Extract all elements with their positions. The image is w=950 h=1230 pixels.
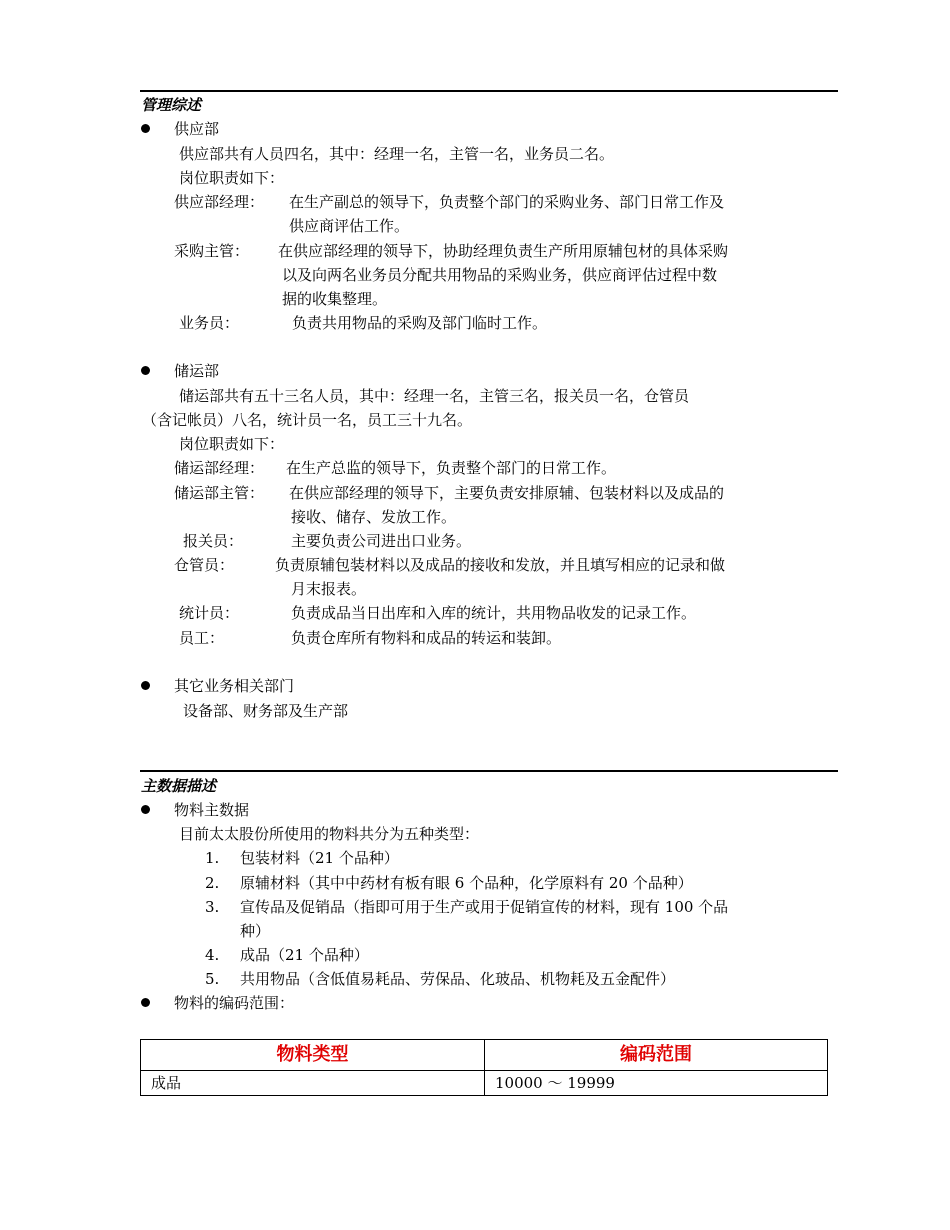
role-label: 业务员：	[179, 314, 240, 332]
table-header-cell: 编码范围	[485, 1040, 828, 1071]
bullet-icon	[141, 366, 150, 375]
list-number: 5.	[205, 970, 220, 988]
role-duty-cont: 接收、储存、发放工作。	[291, 508, 457, 526]
storage-summary: 储运部共有五十三名人员，其中：经理一名，主管三名，报关员一名，仓管员	[179, 387, 690, 405]
role-label: 储运部经理：	[174, 459, 265, 477]
bullet-icon	[141, 805, 150, 814]
coding-table	[140, 1039, 828, 1096]
table-row	[141, 1071, 828, 1096]
role-duty: 负责共用物品的采购及部门临时工作。	[292, 314, 548, 332]
role-duty-cont: 供应商评估工作。	[289, 217, 410, 235]
bullet-icon	[141, 124, 150, 133]
role-label: 报关员：	[183, 532, 244, 550]
role-duty: 负责仓库所有物料和成品的转运和装卸。	[291, 629, 562, 647]
role-duty: 负责成品当日出库和入库的统计，共用物品收发的记录工作。	[291, 604, 697, 622]
role-duty-cont: 月末报表。	[291, 580, 367, 598]
coding-heading: 物料的编码范围：	[174, 994, 295, 1012]
list-item: 宣传品及促销品（指即可用于生产或用于促销宣传的材料，现有 100 个品	[240, 898, 729, 916]
table-header-row	[141, 1040, 828, 1071]
list-number: 3.	[205, 898, 220, 916]
list-number: 4.	[205, 946, 220, 964]
supply-duties-label: 岗位职责如下：	[179, 169, 285, 187]
list-item: 成品（21 个品种）	[240, 946, 369, 964]
role-label: 员工：	[179, 629, 225, 647]
storage-duties-label: 岗位职责如下：	[179, 435, 285, 453]
role-duty: 在供应部经理的领导下，主要负责安排原辅、包装材料以及成品的	[289, 484, 725, 502]
storage-heading: 储运部	[174, 362, 220, 380]
role-duty-cont: 据的收集整理。	[282, 290, 388, 308]
role-duty-cont: 以及向两名业务员分配共用物品的采购业务，供应商评估过程中数	[282, 266, 718, 284]
bullet-icon	[141, 998, 150, 1007]
table-cell: 10000 ～ 19999	[485, 1071, 828, 1096]
storage-summary-cont: （含记帐员）八名，统计员一名，员工三十九名。	[142, 411, 473, 429]
role-label: 仓管员：	[174, 556, 235, 574]
supply-heading: 供应部	[174, 120, 220, 138]
material-intro: 目前太太股份所使用的物料共分为五种类型：	[179, 825, 480, 843]
role-label: 储运部主管：	[174, 484, 265, 502]
material-heading: 物料主数据	[174, 801, 250, 819]
section-rule-top	[140, 90, 838, 92]
table-header-cell: 物料类型	[141, 1040, 485, 1071]
role-duty: 负责原辅包装材料以及成品的接收和发放，并且填写相应的记录和做	[275, 556, 726, 574]
bullet-icon	[141, 681, 150, 690]
supply-summary: 供应部共有人员四名，其中：经理一名，主管一名，业务员二名。	[179, 145, 615, 163]
role-duty: 在供应部经理的领导下，协助经理负责生产所用原辅包材的具体采购	[278, 242, 729, 260]
list-item-cont: 种）	[240, 922, 271, 940]
section-rule-top	[140, 770, 838, 772]
other-text: 设备部、财务部及生产部	[183, 702, 349, 720]
list-item: 原辅材料（其中中药材有板有眼 6 个品种，化学原料有 20 个品种）	[240, 874, 693, 892]
section-title-master-data: 主数据描述	[141, 777, 217, 795]
section-title-management: 管理综述	[141, 96, 202, 114]
role-duty: 主要负责公司进出口业务。	[291, 532, 472, 550]
role-duty: 在生产总监的领导下，负责整个部门的日常工作。	[286, 459, 617, 477]
table-cell: 成品	[141, 1071, 485, 1096]
other-heading: 其它业务相关部门	[174, 677, 295, 695]
role-label: 统计员：	[179, 604, 240, 622]
role-label: 供应部经理：	[174, 193, 265, 211]
list-number: 2.	[205, 874, 220, 892]
role-duty: 在生产副总的领导下，负责整个部门的采购业务、部门日常工作及	[289, 193, 725, 211]
list-item: 共用物品（含低值易耗品、劳保品、化玻品、机物耗及五金配件）	[240, 970, 676, 988]
list-item: 包装材料（21 个品种）	[240, 849, 399, 867]
role-label: 采购主管：	[174, 242, 250, 260]
list-number: 1.	[205, 849, 220, 867]
